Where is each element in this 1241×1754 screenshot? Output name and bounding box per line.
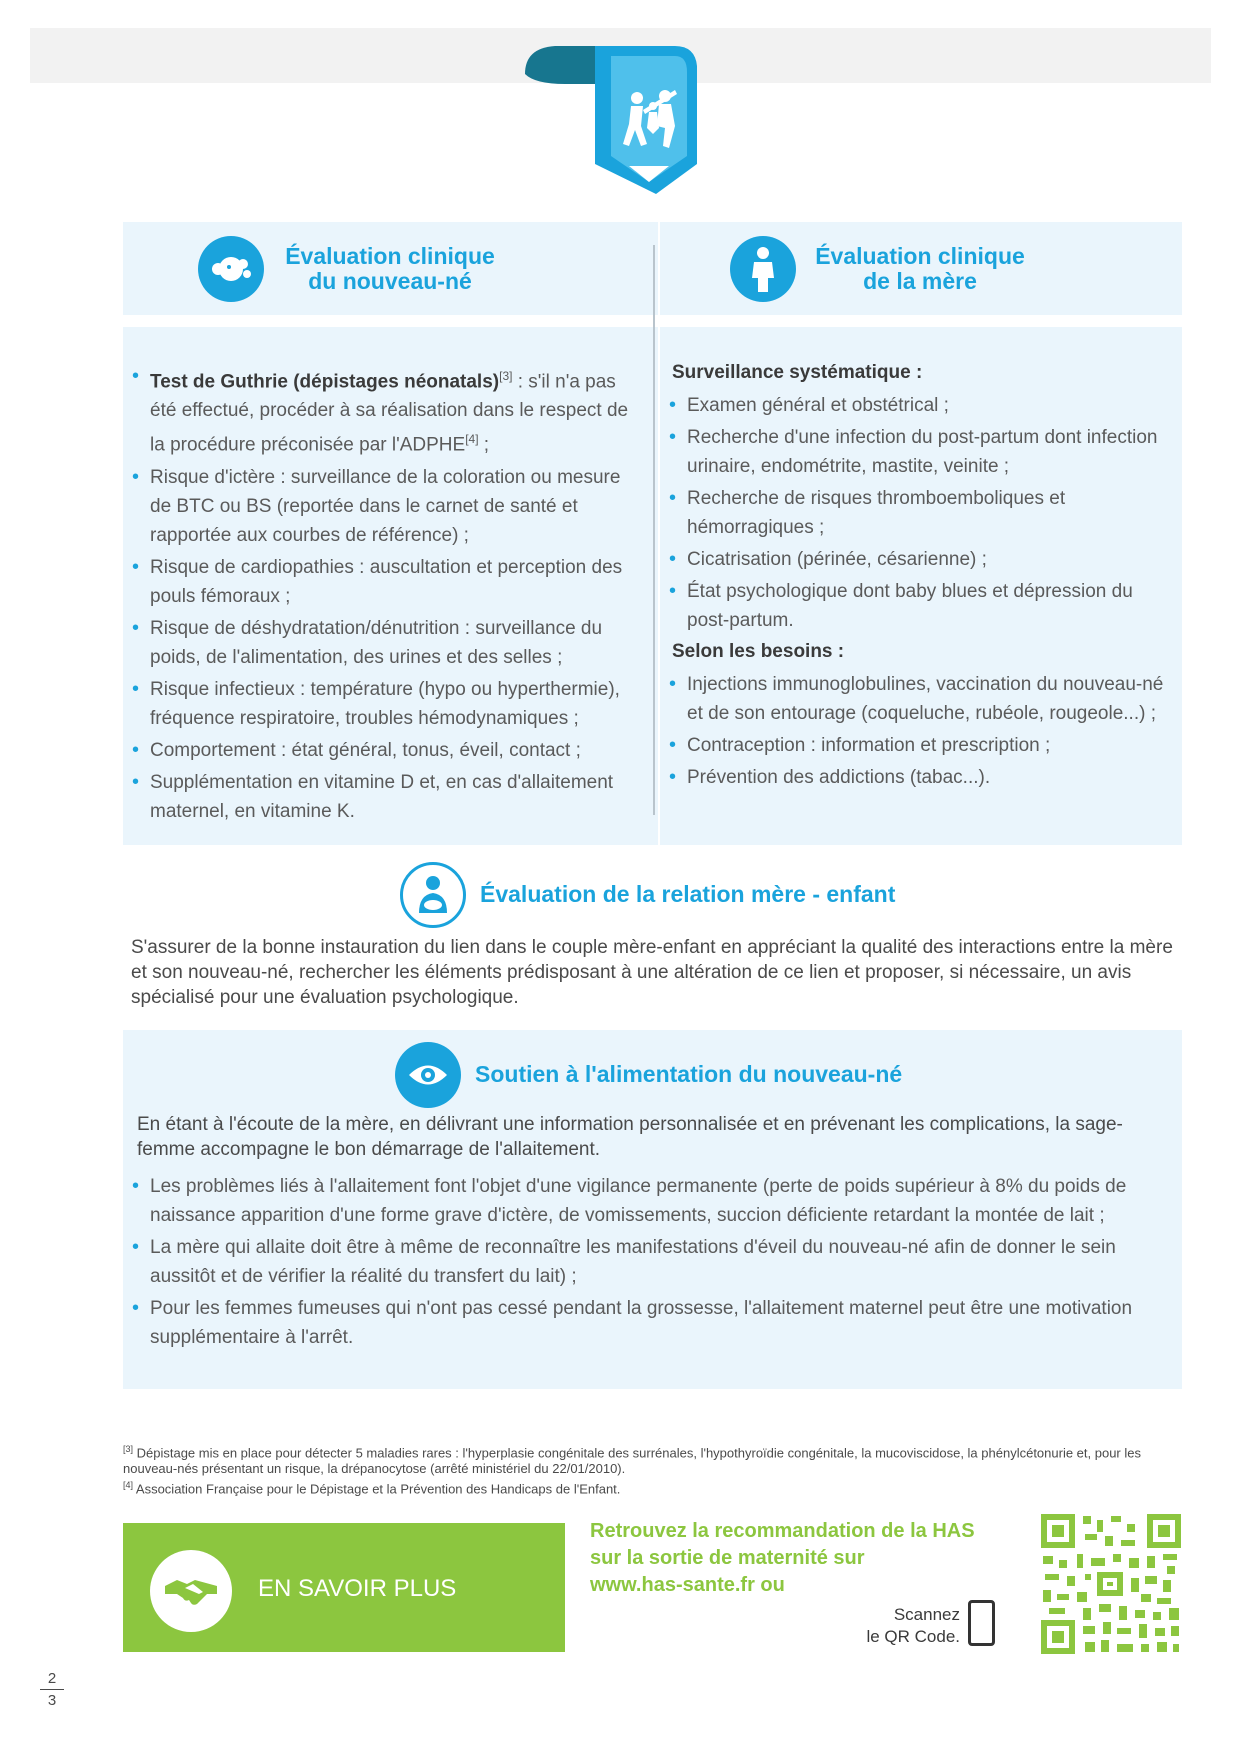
list-item: • Pour les femmes fumeuses qui n'ont pas cessé pendant la grossesse, l'allaitement maternel peut être une motivation supplémentaire à l'arrêt. (125, 1294, 1175, 1352)
relation-title: Évaluation de la relation mère - enfant (480, 881, 896, 907)
footnote-4: [4] Association Française pour le Dépistage et la Prévention des Handicaps de l'Enfant. (123, 1480, 621, 1497)
list-item: • État psychologique dont baby blues et dépression du post-partum. (662, 577, 1170, 635)
scan-instruction: Scannez le QR Code. (866, 1605, 960, 1646)
section-heading: Selon les besoins : (672, 641, 845, 662)
handshake-icon (150, 1550, 232, 1632)
mother-systematic-list (662, 391, 1170, 635)
list-item: • Risque infectieux : température (hypo ou hyperthermie), fréquence respiratoire, troubles hémodynamiques ; (125, 675, 643, 733)
list-item: • Les problèmes liés à l'allaitement font l'objet d'une vigilance permanente (perte de poids supérieur à 8% du poids de naissance apparition d'une forme grave d'ictère, de vomissements, succion déficiente retardant la montée de lait ; (125, 1172, 1175, 1230)
column-divider (653, 245, 655, 815)
list-item: • Examen général et obstétrical ; (662, 391, 1170, 420)
newborn-checklist (123, 362, 643, 826)
newborn-clinical-title: Évaluation clinique du nouveau-né (285, 243, 495, 294)
section-heading: Surveillance systématique : (672, 362, 923, 383)
baby-icon (198, 236, 264, 302)
footnote-3: [3] Dépistage mis en place pour détecter 5 maladies rares : l'hyperplasie congénitale des surrénales, l'hypothyroïdie congénitale, la mucoviscidose, la phénylcétonurie et, pour les nouveau-nés présentant un risque, la drépanocytose (arrêté ministériel du 22/01/2010). (123, 1444, 1141, 1477)
list-item: • Risque de déshydratation/dénutrition : surveillance du poids, de l'alimentation, des urines et des selles ; (125, 614, 643, 672)
list-item: • La mère qui allaite doit être à même de reconnaître les manifestations d'éveil du nouveau-né afin de donner le sein aussitôt et de vérifier la réalité du transfert du lait) ; (125, 1233, 1175, 1291)
list-item: • Contraception : information et prescription ; (662, 731, 1170, 760)
family-ribbon-logo (525, 44, 705, 194)
mother-clinical-title: Évaluation clinique de la mère (815, 243, 1025, 294)
mother-child-icon (400, 862, 466, 928)
list-item: • Prévention des addictions (tabac...). (662, 763, 1170, 792)
feeding-support-list (125, 1172, 1175, 1355)
list-item: • Risque d'ictère : surveillance de la coloration ou mesure de BTC ou BS (reportée dans le carnet de santé et rapportée aux courbes de référence) ; (125, 463, 643, 550)
mother-body-panel (660, 327, 1182, 845)
page-number: 2 3 (40, 1670, 64, 1709)
feeding-support-title: Soutien à l'alimentation du nouveau-né (475, 1061, 903, 1087)
qr-code[interactable] (1041, 1514, 1181, 1654)
learn-more-label: EN SAVOIR PLUS (258, 1575, 457, 1602)
smartphone-icon (968, 1600, 995, 1646)
footnotes (123, 1441, 1183, 1498)
mother-needs-list (662, 670, 1170, 792)
list-item: • Test de Guthrie (dépistages néonatals)[3] : s'il n'a pas été effectué, procéder à sa réalisation dans le respect de la procédure préconisée par l'ADPHE[4] ; (125, 362, 643, 460)
newborn-body-panel (123, 327, 658, 845)
list-item: • Recherche d'une infection du post-partum dont infection urinaire, endométrite, mastite, veinite ; (662, 423, 1170, 481)
has-reference: Retrouvez la recommandation de la HAS sur la sortie de maternité sur www.has-sante.fr ou (590, 1520, 975, 1596)
list-item: • Injections immunoglobulines, vaccination du nouveau-né et de son entourage (coqueluche, rubéole, rougeole...) ; (662, 670, 1170, 728)
list-item: • Recherche de risques thromboemboliques et hémorragiques ; (662, 484, 1170, 542)
list-item: • Risque de cardiopathies : auscultation et perception des pouls fémoraux ; (125, 553, 643, 611)
mother-icon (730, 236, 796, 302)
list-item: • Comportement : état général, tonus, éveil, contact ; (125, 736, 643, 765)
list-item: • Cicatrisation (périnée, césarienne) ; (662, 545, 1170, 574)
feeding-support-intro: En étant à l'écoute de la mère, en délivrant une information personnalisée et en prévenant les complications, la sage-femme accompagne le bon démarrage de l'allaitement. (137, 1114, 1123, 1160)
relation-paragraph: S'assurer de la bonne instauration du lien dans le couple mère-enfant en appréciant la qualité des interactions entre la mère et son nouveau-né, rechercher les éléments prédisposant à une altération de ce lien et proposer, si nécessaire, un avis spécialisé pour une évaluation psychologique. (131, 937, 1173, 1008)
eye-icon (395, 1042, 461, 1108)
list-item: • Supplémentation en vitamine D et, en cas d'allaitement maternel, en vitamine K. (125, 768, 643, 826)
